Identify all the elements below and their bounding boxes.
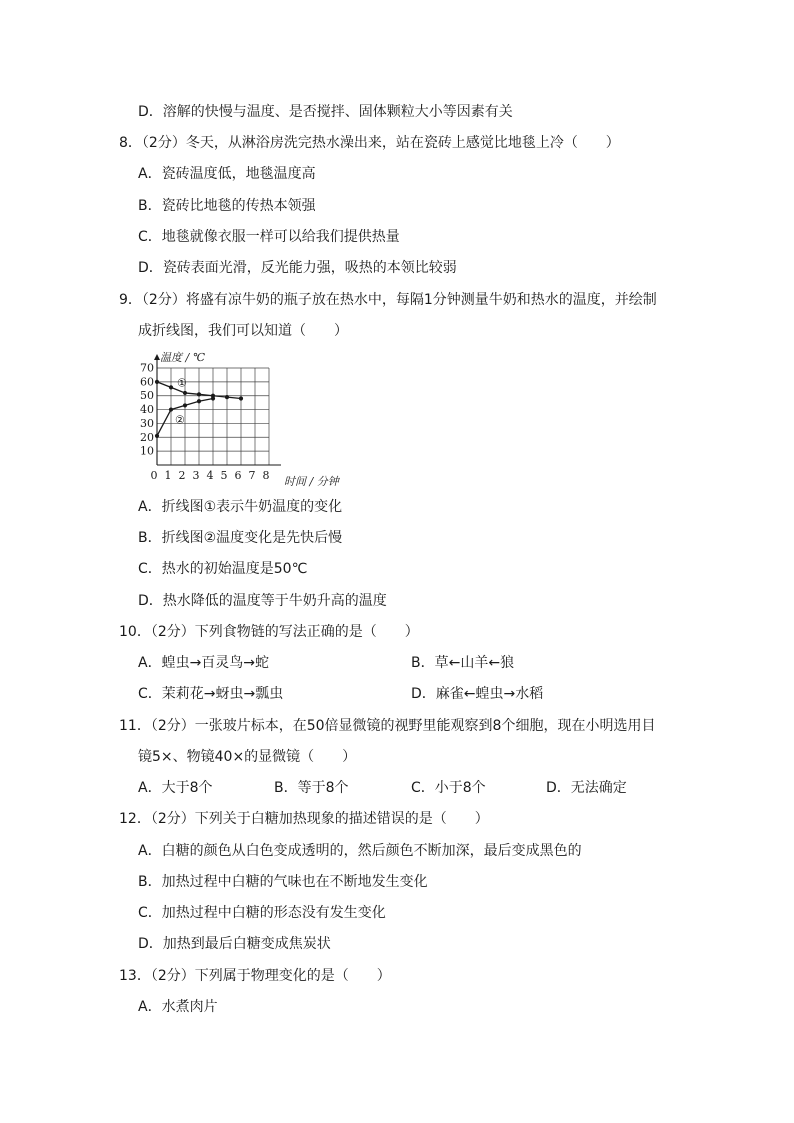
q12-option-a: A．白糖的颜色从白色变成透明的，然后颜色不断加深，最后变成黑色的	[138, 843, 582, 859]
chart-ticks	[140, 362, 270, 483]
data-point	[197, 392, 201, 396]
q8-option-b: B．瓷砖比地毯的传热本领强	[138, 198, 316, 214]
x-tick-label: 3	[192, 469, 200, 482]
q11-option-a: A．大于8个	[138, 780, 213, 796]
data-point	[169, 407, 173, 411]
x-tick-label: 8	[262, 469, 270, 482]
q12-stem: 12．（2分）下列关于白糖加热现象的描述错误的是（ ）	[119, 811, 489, 827]
data-point	[211, 396, 215, 400]
x-tick-label: 7	[248, 469, 256, 482]
y-tick-label: 40	[140, 403, 154, 417]
chart-grid	[157, 368, 269, 465]
q10-stem: 10．（2分）下列食物链的写法正确的是（ ）	[119, 624, 419, 640]
q8-option-d: D．瓷砖表面光滑，反光能力强，吸热的本领比较弱	[138, 260, 457, 276]
q10-option-a: A．蝗虫→百灵鸟→蛇	[138, 655, 270, 671]
data-point	[183, 391, 187, 395]
q7-option-d: D．溶解的快慢与温度、是否搅拌、固体颗粒大小等因素有关	[138, 104, 513, 120]
data-point	[169, 385, 173, 389]
y-tick-label: 60	[140, 375, 154, 389]
data-point	[155, 434, 159, 438]
q9-option-b: B．折线图②温度变化是先快后慢	[138, 530, 343, 546]
q13-option-a: A．水煮肉片	[138, 999, 218, 1015]
q12-option-b: B．加热过程中白糖的气味也在不断地发生变化	[138, 874, 428, 890]
x-tick-label: 1	[164, 469, 172, 482]
y-tick-label: 20	[140, 430, 154, 444]
x-tick-label: 5	[220, 469, 228, 482]
q11-option-b: B．等于8个	[274, 780, 349, 796]
q9-option-d: D．热水降低的温度等于牛奶升高的温度	[138, 593, 387, 609]
q9-option-c: C．热水的初始温度是50℃	[138, 561, 308, 577]
q10-option-c: C．茉莉花→蚜虫→瓢虫	[138, 686, 284, 702]
data-point	[239, 396, 243, 400]
data-point	[183, 403, 187, 407]
series-label: ①	[177, 376, 187, 390]
q8-option-a: A．瓷砖温度低，地毯温度高	[138, 166, 316, 182]
x-axis-label: 时间 / 分钟	[284, 475, 339, 488]
q9-stem-line2: 成折线图，我们可以知道（ ）	[138, 323, 348, 339]
q11-option-d: D．无法确定	[546, 780, 627, 796]
q11-stem-line1: 11．（2分）一张玻片标本，在50倍显微镜的视野里能观察到8个细胞，现在小明选用目	[119, 718, 656, 734]
q10-option-d: D．麻雀←蝗虫→水稻	[411, 686, 544, 702]
q13-stem: 13．（2分）下列属于物理变化的是（ ）	[119, 968, 391, 984]
y-tick-label: 50	[140, 389, 154, 403]
q9-option-a: A．折线图①表示牛奶温度的变化	[138, 499, 343, 515]
q9-line-chart	[138, 348, 348, 490]
q10-option-b: B．草←山羊←狼	[411, 655, 515, 671]
q9-stem-line1: 9．（2分）将盛有凉牛奶的瓶子放在热水中，每隔1分钟测量牛奶和热水的温度，并绘制	[119, 292, 657, 308]
q12-option-d: D．加热到最后白糖变成焦炭状	[138, 936, 331, 952]
y-axis-label: 温度 / ℃	[160, 351, 206, 364]
data-point	[225, 395, 229, 399]
series-label: ②	[175, 413, 185, 427]
y-tick-label: 10	[140, 444, 154, 458]
data-point	[155, 380, 159, 384]
x-tick-label: 4	[206, 469, 214, 482]
y-tick-label: 30	[140, 416, 154, 430]
q8-stem: 8．（2分）冬天，从淋浴房洗完热水澡出来，站在瓷砖上感觉比地毯上冷（ ）	[119, 135, 620, 151]
x-tick-label: 0	[150, 469, 158, 482]
q12-option-c: C．加热过程中白糖的形态没有发生变化	[138, 905, 386, 921]
q11-stem-line2: 镜5×、物镜40×的显微镜（ ）	[138, 749, 357, 765]
q8-option-c: C．地毯就像衣服一样可以给我们提供热量	[138, 229, 400, 245]
chart-svg	[138, 348, 348, 490]
x-tick-label: 2	[178, 469, 186, 482]
q11-option-c: C．小于8个	[411, 780, 486, 796]
data-point	[197, 399, 201, 403]
x-tick-label: 6	[234, 469, 242, 482]
y-tick-label: 70	[140, 361, 154, 375]
